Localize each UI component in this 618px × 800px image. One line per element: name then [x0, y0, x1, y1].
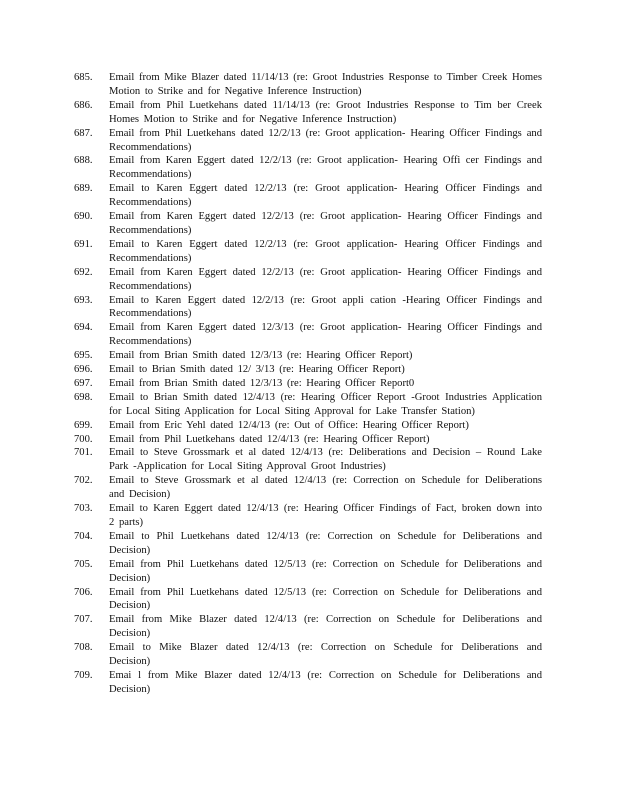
item-description: Email to Karen Eggert dated 12/2/13 (re: Groot application- Hearing Officer Findings and Recommendations) [109, 238, 542, 264]
list-item [74, 363, 542, 377]
list-item [74, 586, 542, 614]
list-item [74, 321, 542, 349]
list-item [74, 502, 542, 530]
item-number: 689. [74, 183, 93, 195]
list-item [74, 127, 542, 155]
list-item [74, 530, 542, 558]
entry-list [74, 71, 542, 697]
list-item [74, 154, 542, 182]
item-description: Email from Phil Luetkehans dated 12/5/13 (re: Correction on Schedule for Deliberations and Decision) [109, 586, 542, 612]
item-number: 691. [74, 238, 93, 250]
list-item [74, 391, 542, 419]
list-item [74, 294, 542, 322]
list-item [74, 182, 542, 210]
list-item [74, 613, 542, 641]
list-item [74, 474, 542, 502]
item-description: Email from Mike Blazer dated 12/4/13 (re: Correction on Schedule for Deliberations and Decision) [109, 614, 542, 640]
item-description: Email from Phil Luetkehans dated 12/2/13 (re: Groot application- Hearing Officer Findings and Recommendations) [109, 127, 542, 153]
item-number: 707. [74, 614, 93, 626]
item-description: Email to Steve Grossmark et al dated 12/4/13 (re: Correction on Schedule for Deliberations and Decision) [109, 475, 542, 501]
item-description: Email to Karen Eggert dated 12/2/13 (re: Groot application- Hearing Officer Findings and Recommendations) [109, 183, 542, 209]
item-number: 704. [74, 530, 93, 542]
list-item [74, 266, 542, 294]
item-description: Email to Karen Eggert dated 12/2/13 (re: Groot appli cation -Hearing Officer Findings and Recommendations) [109, 294, 542, 320]
item-number: 695. [74, 350, 93, 362]
item-description: Email from Brian Smith dated 12/3/13 (re: Hearing Officer Report0 [109, 377, 415, 389]
item-description: Email from Phil Luetkehans dated 11/14/13 (re: Groot Industries Response to Tim ber Creek Homes Motion to Strike and for Negative Inference Instruction) [109, 99, 542, 125]
item-description: Email to Phil Luetkehans dated 12/4/13 (re: Correction on Schedule for Deliberations and Decision) [109, 530, 542, 556]
item-description: Email from Karen Eggert dated 12/3/13 (re: Groot application- Hearing Officer Findings and Recommendations) [109, 322, 542, 348]
list-item [74, 71, 542, 99]
list-item [74, 238, 542, 266]
item-description: Email to Karen Eggert dated 12/4/13 (re: Hearing Officer Findings of Fact, broken down into 2 parts) [109, 503, 542, 528]
item-number: 701. [74, 447, 93, 459]
item-number: 696. [74, 364, 93, 376]
list-item [74, 210, 542, 238]
item-description: Email from Brian Smith dated 12/3/13 (re: Hearing Officer Report) [109, 350, 413, 362]
item-description: Email to Brian Smith dated 12/ 3/13 (re: Hearing Officer Report) [109, 364, 405, 376]
item-description: Email from Mike Blazer dated 11/14/13 (re: Groot Industries Response to Timber Creek Homes Motion to Strike and for Negative Inference Instruction) [109, 72, 542, 97]
item-description: Email from Eric Yehl dated 12/4/13 (re: Out of Office: Hearing Officer Report) [109, 419, 469, 431]
item-description: Email from Phil Luetkehans dated 12/5/13 (re: Correction on Schedule for Deliberations and Decision) [109, 558, 542, 584]
item-description: Email from Karen Eggert dated 12/2/13 (re: Groot application- Hearing Officer Findings and Recommendations) [109, 266, 542, 292]
item-number: 692. [74, 266, 93, 278]
item-number: 686. [74, 99, 93, 111]
item-number: 702. [74, 475, 93, 487]
item-description: Email to Mike Blazer dated 12/4/13 (re: Correction on Schedule for Deliberations and Decision) [109, 642, 542, 668]
item-description: Email to Steve Grossmark et al dated 12/4/13 (re: Deliberations and Decision – Round Lake Park -Application for Local Siting Approval Groot Industries) [109, 447, 542, 473]
list-item [74, 446, 542, 474]
list-item [74, 419, 542, 433]
item-number: 694. [74, 322, 93, 334]
item-number: 705. [74, 558, 93, 570]
list-item [74, 669, 542, 697]
list-item [74, 377, 542, 391]
list-item [74, 349, 542, 363]
item-number: 698. [74, 391, 93, 403]
item-number: 700. [74, 433, 93, 445]
item-number: 699. [74, 419, 93, 431]
item-number: 685. [74, 72, 93, 83]
item-number: 697. [74, 377, 93, 389]
list-item [74, 558, 542, 586]
item-number: 708. [74, 642, 93, 654]
item-number: 693. [74, 294, 93, 306]
item-description: Email from Karen Eggert dated 12/2/13 (re: Groot application- Hearing Offi cer Findings and Recommendations) [109, 155, 542, 181]
list-item [74, 641, 542, 669]
item-number: 687. [74, 127, 93, 139]
item-description: Email to Brian Smith dated 12/4/13 (re: Hearing Officer Report -Groot Industries Application for Local Siting Application for Local Siting Approval for Lake Transfer Station) [109, 391, 542, 417]
item-description: Emai l from Mike Blazer dated 12/4/13 (re: Correction on Schedule for Deliberations and Decision) [109, 669, 542, 695]
item-number: 709. [74, 669, 93, 681]
item-description: Email from Phil Luetkehans dated 12/4/13 (re: Hearing Officer Report) [109, 433, 430, 445]
item-description: Email from Karen Eggert dated 12/2/13 (re: Groot application- Hearing Officer Findings and Recommendations) [109, 211, 542, 236]
item-number: 703. [74, 503, 93, 515]
item-number: 690. [74, 211, 93, 223]
item-number: 688. [74, 155, 93, 167]
list-item [74, 99, 542, 127]
list-item [74, 433, 542, 447]
item-number: 706. [74, 586, 93, 598]
